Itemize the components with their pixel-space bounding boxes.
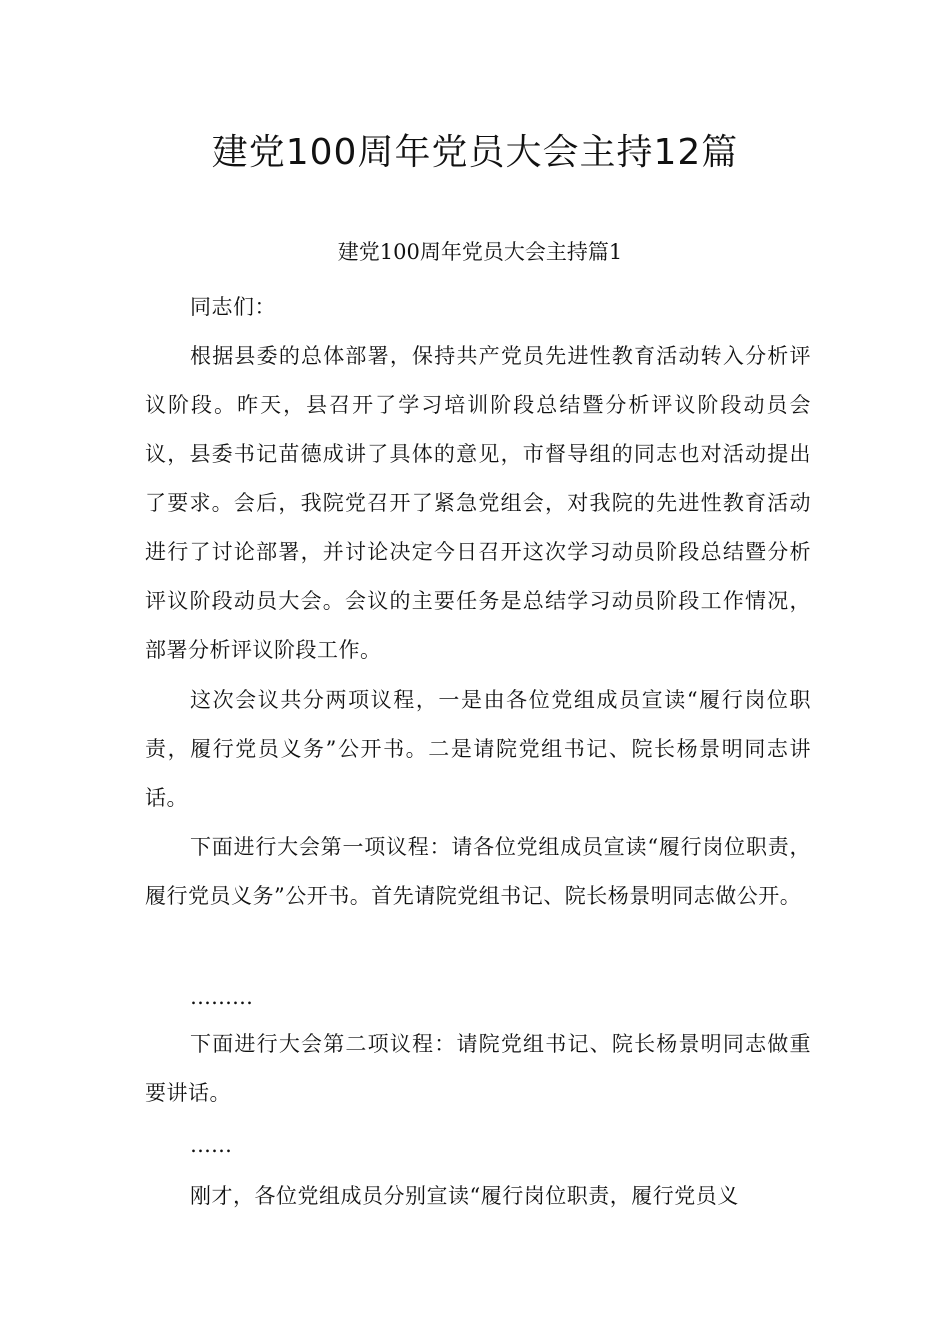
paragraph-5: 刚才，各位党组成员分别宣读“履行岗位职责，履行党员义: [190, 1184, 739, 1208]
paragraph-4: 下面进行大会第二项议程：请院党组书记、院长杨景明同志做重要讲话。: [145, 1032, 811, 1105]
section-title: 建党100周年党员大会主持篇1: [337, 240, 623, 264]
paragraph-1: 根据县委的总体部署，保持共产党员先进性教育活动转入分析评议阶段。昨天，县召开了学习培训阶段总结暨分析评议阶段动员会议，县委书记苗德成讲了具体的意见，市督导组的同志也对活动提出了要求。会后，我院党召开了紧急党组会，对我院的先进性教育活动进行了讨论部署，并讨论决定今日召开这次学习动员阶段总结暨分析评议阶段动员大会。会议的主要任务是总结学习动员阶段工作情况，部署分析评议阶段工作。: [145, 344, 811, 662]
paragraph-3: 下面进行大会第一项议程：请各位党组成员宣读“履行岗位职责，履行党员义务”公开书。首先请院党组书记、院长杨景明同志做公开。: [145, 835, 811, 908]
salutation-text: 同志们：: [190, 295, 276, 319]
salutation: [145, 283, 811, 332]
ellipsis-2: ……: [190, 1133, 232, 1157]
ellipsis-1: ………: [190, 985, 253, 1009]
paragraph-2: 这次会议共分两项议程，一是由各位党组成员宣读“履行岗位职责，履行党员义务”公开书。二是请院党组书记、院长杨景明同志讲话。: [145, 688, 811, 810]
document-title: 建党100周年党员大会主持12篇: [211, 132, 739, 173]
